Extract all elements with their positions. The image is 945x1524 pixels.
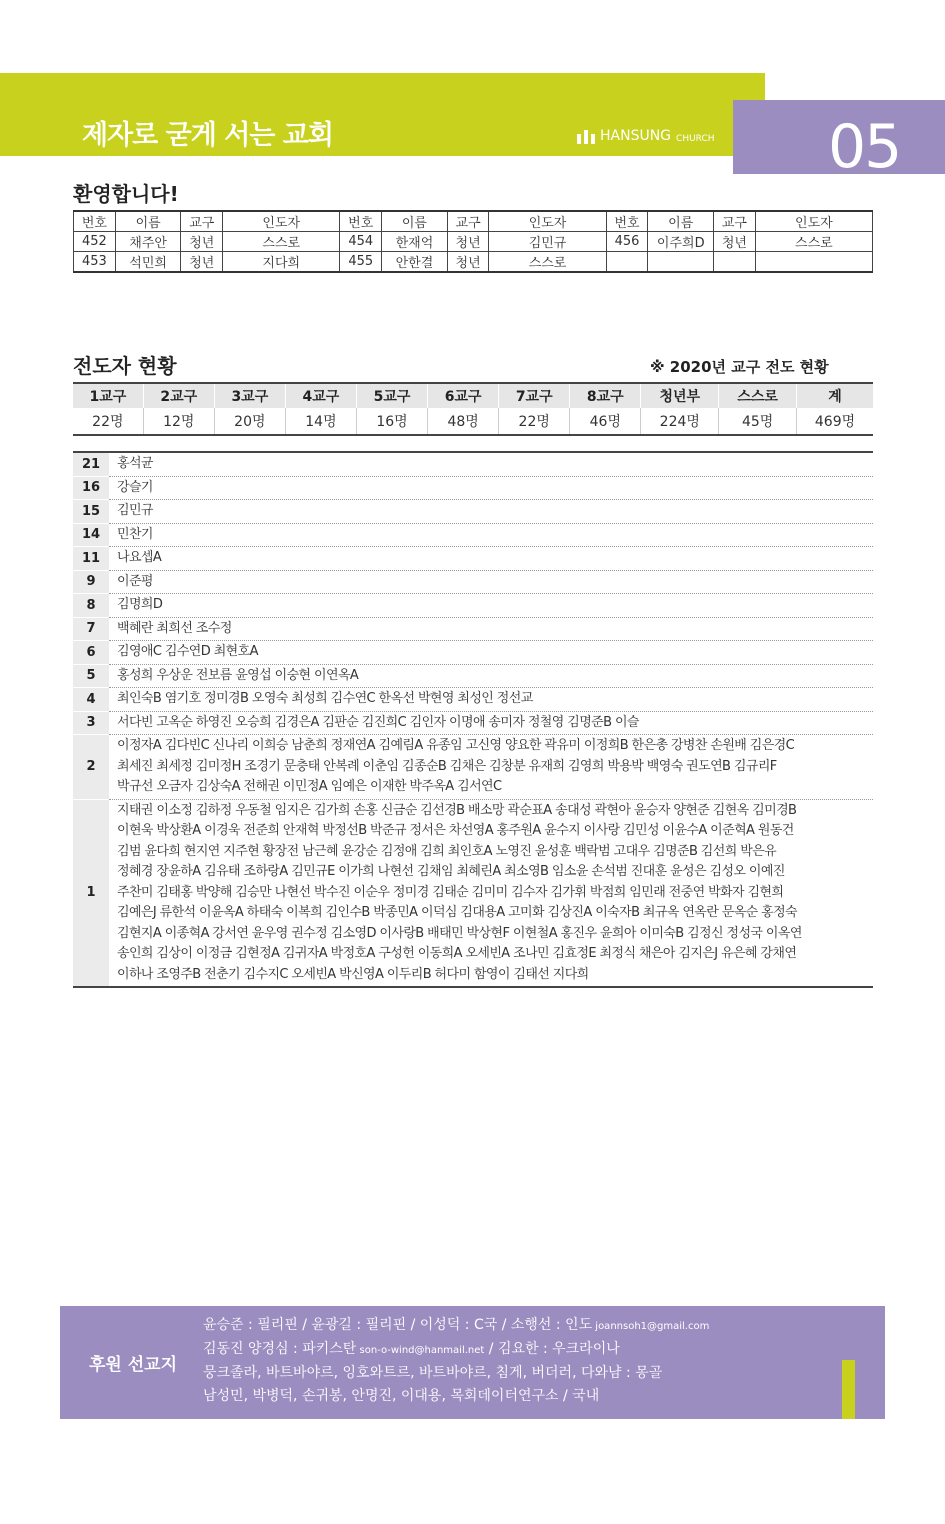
welcome-header-cell: 교구 — [181, 211, 223, 232]
evangelist-name-line: 이준평 — [117, 573, 153, 589]
evangelist-name-line: 주찬미 김태홍 박양해 김승만 나현선 박수진 이순우 정미경 김태순 김미미 김수자 김가휘 박점희 임민래 전중연 박화자 김현희 — [117, 884, 784, 900]
evangelist-names — [109, 547, 873, 571]
welcome-cell: 456 — [606, 232, 648, 252]
evangelist-name-line: 서다빈 고옥순 하영진 오승희 김경은A 김판순 김진희C 김인자 이명애 송미자 정철영 김명준B 이슬 — [117, 714, 639, 730]
support-line-text: 김동진 양경심 : 파키스탄 — [203, 1341, 357, 1357]
support-line-after: / 김요한 : 우크라이나 — [484, 1341, 620, 1357]
evangelist-row — [73, 594, 873, 618]
evangelist-name-line: 김민규 — [117, 503, 153, 518]
evangelist-name-line: 나요셉A — [117, 550, 162, 565]
evangelist-name-line: 홍석균 — [117, 456, 153, 471]
evangelist-name-line: 김명희D — [117, 597, 163, 612]
stats-value-cell: 469명 — [797, 408, 873, 435]
stats-header-cell: 5교구 — [356, 383, 427, 408]
evangelist-count: 1 — [73, 799, 109, 987]
welcome-cell: 청년 — [714, 232, 756, 252]
evangelist-name-line: 민찬기 — [117, 526, 153, 542]
evangelist-row — [73, 711, 873, 735]
evangelist-name-line: 김예은J 류한석 이윤옥A 하태숙 이복희 김인수B 박종민A 이덕심 김대용A 고미화 김상진A 이숙자B 최규옥 연옥란 문옥순 홍정숙 — [117, 905, 798, 920]
evangelist-names — [109, 688, 873, 712]
evangelist-names — [109, 711, 873, 735]
support-lines — [203, 1314, 709, 1408]
evangelist-row — [73, 570, 873, 594]
page-header-title: 제자로 굳게 서는 교회 — [82, 120, 333, 151]
evangelist-row — [73, 664, 873, 688]
stats-value-cell: 224명 — [641, 408, 719, 435]
evangelist-count: 9 — [73, 570, 109, 594]
welcome-header-cell: 이름 — [382, 211, 448, 232]
evangelist-names — [109, 641, 873, 665]
evangelist-name-line: 이하나 조영주B 전춘기 김수지C 오세빈A 박신영A 이두리B 허다미 함영이 김태선 지다희 — [117, 966, 589, 982]
logo-sub-text: CHURCH — [676, 134, 715, 144]
evangelist-count: 21 — [73, 452, 109, 476]
welcome-cell — [714, 252, 756, 273]
welcome-header-cell: 교구 — [714, 211, 756, 232]
evangelist-names — [109, 476, 873, 500]
stats-header-cell: 7교구 — [499, 383, 570, 408]
stats-value-cell: 48명 — [428, 408, 499, 435]
support-line-text: 뭉크졸라, 바트바야르, 잉호와트르, 바트바야르, 침게, 버더러, 다와냠 : 몽골 — [203, 1365, 663, 1381]
welcome-header-cell: 이름 — [115, 211, 181, 232]
evangelist-row — [73, 452, 873, 476]
stats-value-cell: 22명 — [73, 408, 143, 435]
welcome-cell: 스스로 — [223, 232, 340, 252]
support-missions-box — [60, 1306, 885, 1419]
welcome-header-row — [74, 211, 873, 232]
evangelist-count: 4 — [73, 688, 109, 712]
support-line — [203, 1362, 709, 1385]
welcome-cell: 452 — [74, 232, 116, 252]
evangelist-names — [109, 735, 873, 800]
evangelist-count: 2 — [73, 735, 109, 800]
evangelist-count: 5 — [73, 664, 109, 688]
evangelist-name-line: 이현욱 박상환A 이경욱 전준희 안재혁 박정선B 박준규 정서은 차선영A 홍주원A 윤수지 이사랑 김민성 이윤수A 이준혁A 원동건 — [117, 823, 794, 838]
logo-main-text: HANSUNG — [600, 128, 672, 144]
welcome-cell: 청년 — [181, 252, 223, 273]
church-logo-icon — [577, 130, 595, 144]
welcome-cell — [755, 252, 872, 273]
support-email: son-o-wind@hanmail.net — [356, 1345, 485, 1356]
evangelist-count: 6 — [73, 641, 109, 665]
evangelist-count: 14 — [73, 523, 109, 547]
welcome-row — [74, 232, 873, 252]
evangelist-names — [109, 523, 873, 547]
evangelist-name-line: 박규선 오금자 김상숙A 전해권 이민정A 임예은 이재한 박주옥A 김서연C — [117, 779, 502, 794]
welcome-cell — [648, 252, 714, 273]
stats-header-cell: 4교구 — [285, 383, 356, 408]
evangelist-row — [73, 641, 873, 665]
welcome-cell — [606, 252, 648, 273]
welcome-header-cell: 번호 — [74, 211, 116, 232]
evangelist-row — [73, 617, 873, 641]
welcome-cell: 석민희 — [115, 252, 181, 273]
evangelist-count: 8 — [73, 594, 109, 618]
stats-note: ※ 2020년 교구 전도 현황 — [650, 358, 829, 376]
welcome-row — [74, 252, 873, 273]
welcome-cell: 454 — [340, 232, 382, 252]
evangelist-row — [73, 523, 873, 547]
stats-header-cell: 스스로 — [719, 383, 797, 408]
evangelist-names — [109, 664, 873, 688]
welcome-cell: 채주안 — [115, 232, 181, 252]
stats-value-cell: 20명 — [214, 408, 285, 435]
support-line — [203, 1338, 709, 1362]
support-accent-bar — [842, 1360, 855, 1419]
church-logo — [577, 128, 715, 144]
welcome-cell: 청년 — [447, 232, 489, 252]
welcome-header-cell: 교구 — [447, 211, 489, 232]
welcome-title: 환영합니다! — [73, 182, 179, 206]
stats-value-cell: 45명 — [719, 408, 797, 435]
welcome-cell: 스스로 — [489, 252, 606, 273]
evangelist-count: 11 — [73, 547, 109, 571]
evangelist-count: 16 — [73, 476, 109, 500]
stats-value-cell: 14명 — [285, 408, 356, 435]
welcome-header-cell: 인도자 — [223, 211, 340, 232]
welcome-cell: 김민규 — [489, 232, 606, 252]
stats-table — [73, 382, 873, 436]
evangelist-count: 15 — [73, 500, 109, 524]
evangelist-name-line: 김범 윤다희 현지연 지주현 황장전 남근혜 윤강순 김정애 김희 최인호A 노영진 윤성훈 백락범 고대우 김명준B 김선희 박은유 — [117, 843, 777, 859]
evangelist-name-line: 지태권 이소정 김하정 우동철 임지은 김가희 손홍 신금순 김선경B 배소망 곽순표A 송대성 곽현아 윤승자 양현준 김현옥 김미경B — [117, 802, 797, 818]
welcome-cell: 한재억 — [382, 232, 448, 252]
evangelist-row — [73, 688, 873, 712]
welcome-cell: 지다희 — [223, 252, 340, 273]
support-line-text: 윤승준 : 필리핀 / 윤광길 : 필리핀 / 이성덕 : C국 / 소행선 : 인도 — [203, 1317, 593, 1333]
stats-header-cell: 청년부 — [641, 383, 719, 408]
welcome-header-cell: 번호 — [340, 211, 382, 232]
evangelist-names — [109, 594, 873, 618]
stats-title: 전도자 현황 — [73, 354, 177, 378]
evangelist-table — [73, 451, 873, 988]
welcome-header-cell: 인도자 — [489, 211, 606, 232]
stats-header-cell: 3교구 — [214, 383, 285, 408]
welcome-header-cell: 이름 — [648, 211, 714, 232]
welcome-cell: 청년 — [181, 232, 223, 252]
stats-value-cell: 12명 — [143, 408, 214, 435]
welcome-header-cell: 번호 — [606, 211, 648, 232]
welcome-cell: 스스로 — [755, 232, 872, 252]
evangelist-names — [109, 570, 873, 594]
stats-header-cell: 8교구 — [570, 383, 641, 408]
evangelist-row — [73, 476, 873, 500]
stats-header-cell: 2교구 — [143, 383, 214, 408]
evangelist-name-line: 이정자A 김다빈C 신나리 이희승 남춘희 정재연A 김예림A 유종임 고신영 양요한 곽유미 이정희B 한은총 강병찬 손원배 김은경C — [117, 738, 795, 753]
support-title: 후원 선교지 — [89, 1355, 178, 1375]
evangelist-name-line: 최세진 최세정 김미정H 조경기 문충태 안복례 이춘임 김종순B 김채은 김창분 유재희 김영희 박용박 백영숙 권도연B 김규리F — [117, 758, 777, 774]
evangelist-names — [109, 799, 873, 987]
welcome-cell: 455 — [340, 252, 382, 273]
support-line-text: 남성민, 박병덕, 손귀봉, 안명진, 이대용, 목회데이터연구소 / 국내 — [203, 1388, 600, 1404]
stats-header-cell: 6교구 — [428, 383, 499, 408]
evangelist-row — [73, 735, 873, 800]
stats-value-cell: 46명 — [570, 408, 641, 435]
evangelist-name-line: 강슬기 — [117, 479, 153, 495]
evangelist-row — [73, 500, 873, 524]
evangelist-row — [73, 799, 873, 987]
welcome-cell: 청년 — [447, 252, 489, 273]
evangelist-name-line: 백혜란 최희선 조수정 — [117, 620, 232, 636]
page-number: 05 — [828, 112, 901, 182]
stats-header-cell: 1교구 — [73, 383, 143, 408]
evangelist-name-line: 김현지A 이종혁A 강서연 윤우영 권수정 김소영D 이사랑B 배태민 박상현F 이현철A 홍진우 윤희아 이미숙B 김정신 정성국 이옥연 — [117, 925, 802, 941]
stats-value-cell: 16명 — [356, 408, 427, 435]
evangelist-count: 3 — [73, 711, 109, 735]
welcome-cell: 안한결 — [382, 252, 448, 273]
evangelist-name-line: 김영애C 김수연D 최현호A — [117, 644, 258, 659]
support-line — [203, 1385, 709, 1408]
welcome-cell: 이주희D — [648, 232, 714, 252]
support-line — [203, 1314, 709, 1338]
evangelist-count: 7 — [73, 617, 109, 641]
welcome-header-cell: 인도자 — [755, 211, 872, 232]
evangelist-name-line: 홍성희 우상운 전보름 윤영섭 이숭현 이연옥A — [117, 667, 359, 683]
evangelist-name-line: 정혜경 장윤하A 김유태 조하랑A 김민규E 이가희 나현선 김채임 최혜린A 최소영B 임소윤 손석범 진대훈 윤성은 김성오 이예진 — [117, 864, 785, 879]
evangelist-row — [73, 547, 873, 571]
evangelist-name-line: 최인숙B 염기호 정미경B 오영숙 최성희 김수연C 한옥선 박현영 최성인 정선교 — [117, 691, 533, 706]
evangelist-names — [109, 617, 873, 641]
evangelist-names — [109, 500, 873, 524]
welcome-table — [73, 210, 873, 273]
evangelist-name-line: 송인희 김상이 이정금 김현정A 김귀자A 박정호A 구성헌 이동희A 오세빈A 조나민 김효정E 최정식 채은아 김지은J 유은혜 강채연 — [117, 946, 797, 961]
stats-header-cell: 계 — [797, 383, 873, 408]
support-email: joannsoh1@gmail.com — [592, 1321, 710, 1332]
stats-value-cell: 22명 — [499, 408, 570, 435]
evangelist-names — [109, 452, 873, 476]
welcome-cell: 453 — [74, 252, 116, 273]
